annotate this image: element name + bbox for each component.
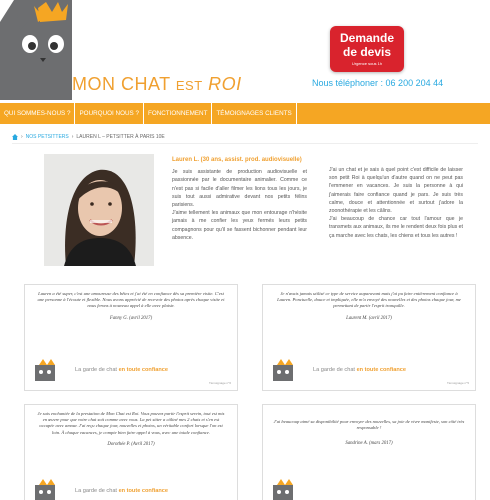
phone-number[interactable]: Nous téléphoner : 06 200 204 44 [312, 78, 444, 88]
testimonial-card [262, 284, 476, 391]
quote-request-button[interactable]: Demande de devis Urgence sous 1h [330, 26, 404, 72]
logo-text[interactable]: MON CHAT EST ROI [72, 74, 242, 94]
testimonial-author: Fanny G. (avril 2017) [109, 315, 153, 321]
quote-paragraph: J'ai beaucoup de chance car tout l'amour que je transmets aux animaux, ils me le rendent deux fois plus et ça marche avec les chats, les chiens et tous les autres ! [329, 216, 463, 239]
petsitter-name: Lauren L. (30 ans, assist. prod. audiovisuelle) [172, 157, 302, 163]
testimonial-text: J'ai beaucoup aimé sa disponibilité pour envoyer des nouvelles, sa joie de vivre manifeste, son côté très responsable ! [273, 419, 465, 431]
testimonial-tagline: La garde de chat en toute confiance [75, 488, 168, 494]
site-header [0, 0, 490, 103]
petsitter-photo [44, 154, 154, 266]
nav-item-testimonials[interactable]: TÉMOIGNAGES CLIENTS [212, 103, 296, 124]
breadcrumb-separator-icon: › [21, 134, 23, 140]
testimonial-text: Lauren a été super, c'est une amoureuse des bêtes et j'ai été en confiance dès sa première visite. C'est une personne à l'écoute et flexible. Nous avons apprécié de recevoir des photos après chaque visite et nous ferons à nouveau appel à elle avec plaisir. [37, 291, 225, 309]
quote-paragraph: J'ai un chat et je sais à quel point c'est difficile de laisser son petit Roi à quelqu'un d'autre quand on ne peut pas l'emmener en vacances. Je suis la personne à qui j'aimerais faire confiance quand je pars. Je suis très calme, douce et attentionnée et surtout j'adore la zoonothérapie et les câlins. [329, 167, 463, 215]
testimonial-author: Laurent M. (avril 2017) [346, 315, 392, 321]
nav-item-why-us[interactable]: POURQUOI NOUS ? [75, 103, 143, 124]
nav-item-how-it-works[interactable]: FONCTIONNEMENT [144, 103, 212, 124]
breadcrumb-current: LAUREN L – PETSITTER À PARIS 10E [76, 134, 165, 140]
breadcrumb-link-petsitters[interactable]: NOS PETSITTERS [25, 134, 69, 140]
cat-logo-icon [271, 477, 295, 500]
testimonial-text: Je n'avais jamais utilisé ce type de service auparavant mais j'ai pu faire entièrement confiance à Lauren. Ponctuelle, douce et impliquée, elle m'a envoyé des nouvelles et des photos chaque jour, me permettant de partir l'esprit tranquille. [277, 291, 461, 309]
nav-item-about[interactable]: QUI SOMMES-NOUS ? [0, 103, 75, 124]
petsitter-profile [172, 156, 307, 242]
breadcrumb-separator-icon: › [71, 134, 74, 140]
cat-logo-icon [33, 477, 57, 500]
testimonial-author: Sandrine A. (mars 2017) [345, 441, 393, 447]
profile-paragraph: J'aime tellement les animaux que mon entourage n'hésite jamais à me confier les yeux fermés leurs petits compagnons pour qu'il se fassent bichonner pendant leur absence. [172, 210, 307, 241]
main-nav [0, 103, 490, 124]
testimonial-author: Dorothée P. (Avril 2017) [107, 441, 155, 447]
testimonial-card [24, 404, 238, 500]
cat-logo-icon [271, 357, 295, 381]
testimonial-tagline: La garde de chat en toute confiance [75, 367, 168, 373]
cat-logo-icon [33, 357, 57, 381]
cat-logo-icon[interactable] [0, 0, 74, 100]
testimonial-card [262, 404, 476, 500]
testimonial-number: Témoignage n°6 [208, 381, 231, 385]
testimonial-text: Je suis enchantée de la prestation de Mon Chat est Roi. Vous pouvez partir l'esprit serein, tout est mis en œuvre pour que votre chat soit comme avec vous. La pet sitter a câliné mes 2 chats et s'en est occupée avec amour. J'ai reçu chaque jour, nouvelles et photos, un véritable confort lorsque l'on est loin. À chaque vacances, je compte bien faire appel à vous, avec une totale confiance. [37, 411, 225, 435]
petsitter-quote [329, 166, 463, 240]
testimonial-tagline: La garde de chat en toute confiance [313, 367, 406, 373]
testimonial-card [24, 284, 238, 391]
home-icon[interactable] [12, 134, 18, 140]
testimonial-number: Témoignage n°5 [446, 381, 469, 385]
divider [12, 143, 478, 144]
profile-paragraph: Je suis assistante de production audiovisuelle et passionnée par le documentaire animalier. Comme ce n'est pas si facile d'aller filmer les lions tous les jours, je suis tout aussi admirative devant nos petits félins parisiens. [172, 169, 307, 209]
breadcrumb [12, 134, 165, 140]
